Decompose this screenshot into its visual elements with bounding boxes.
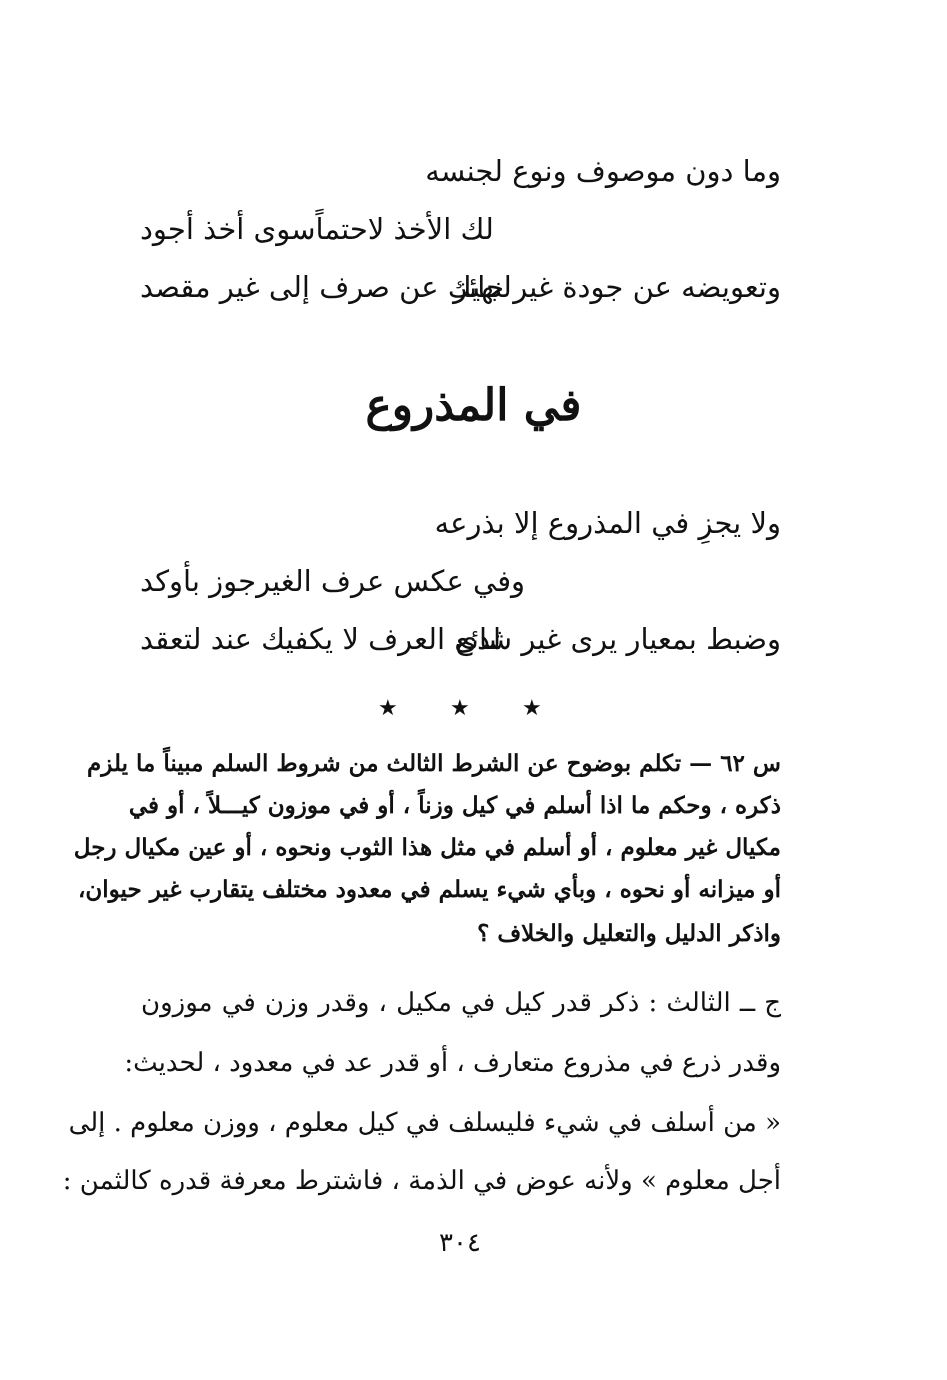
verse-hemistich-first: وضبط بمعيار يرى غير شائع [455, 622, 781, 656]
page-number: ٣٠٤ [439, 1228, 481, 1258]
star-divider [360, 694, 560, 724]
verse-line: وما دون موصوف ونوع لجنسه [425, 154, 781, 188]
verse-line: لك الأخذ لاحتماًسوى أخذ أجود [140, 212, 494, 246]
verse-hemistich-second: لدى العرف لا يكفيك عند لتعقد [140, 622, 502, 656]
answer-line: ج ــ الثالث : ذكر قدر كيل في مكيل ، وقدر وزن في موزون [141, 988, 781, 1018]
verse-hemistich-second: لنهيك عن صرف إلى غير مقصد [140, 270, 512, 304]
answer-line: أجل معلوم » ولأنه عوض في الذمة ، فاشترط معرفة قدره كالثمن : [62, 1166, 781, 1196]
question-line: س ٦٢ — تكلم بوضوح عن الشرط الثالث من شروط السلم مبيناً ما يلزم [87, 750, 781, 777]
star-icon: ★ [378, 696, 398, 721]
verse-line: ولا يجزِ في المذروع إلا بذرعه [434, 506, 781, 540]
section-title: في المذروع [365, 380, 582, 431]
answer-line: وقدر ذرع في مذروع متعارف ، أو قدر عد في معدود ، لحديث: [124, 1048, 781, 1078]
answer-line: « من أسلف في شيء فليسلف في كيل معلوم ، ووزن معلوم . إلى [68, 1108, 781, 1138]
question-line: واذكر الدليل والتعليل والخلاف ؟ [477, 920, 781, 947]
verse-line: وفي عكس عرف الغيرجوز بأوكد [140, 564, 526, 598]
question-line: ذكره ، وحكم ما اذا أسلم في كيل وزناً ، أو في موزون كيـــلاً ، أو في [128, 792, 781, 819]
question-line: أو ميزانه أو نحوه ، وبأي شيء يسلم في معدود مختلف يتقارب غير حيوان، [77, 876, 781, 903]
star-icon: ★ [522, 696, 542, 721]
question-line: مكيال غير معلوم ، أو أسلم في مثل هذا الثوب ونحوه ، أو عين مكيال رجل [73, 834, 781, 861]
verse-hemistich-first: وتعويضه عن جودة غير جائز [453, 270, 781, 304]
star-icon: ★ [450, 696, 470, 721]
